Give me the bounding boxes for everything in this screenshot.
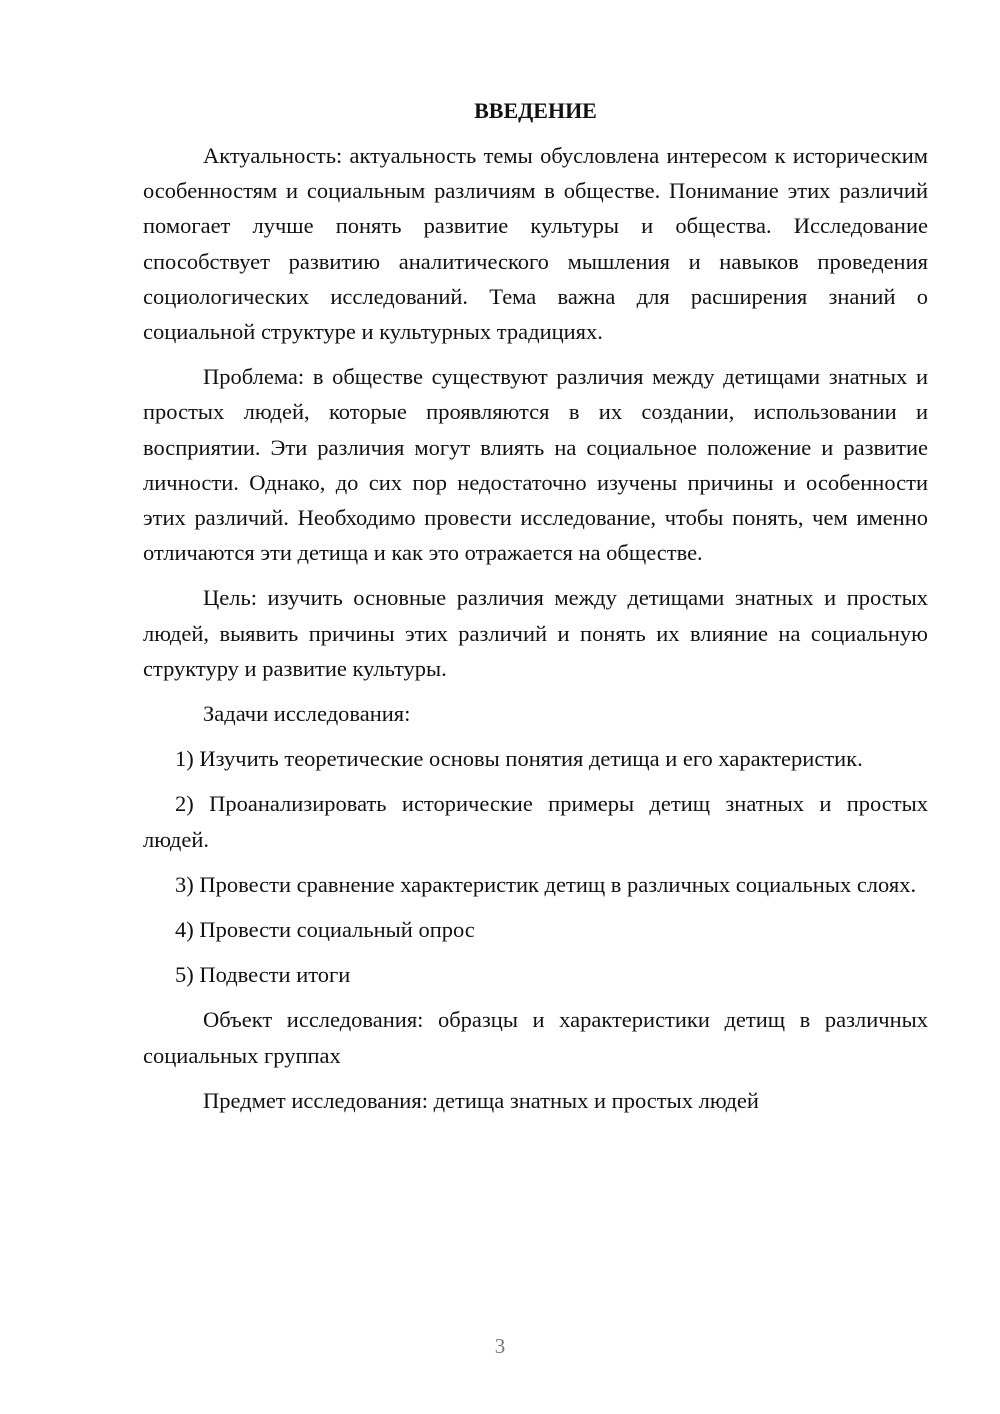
- goal-paragraph: Цель: изучить основные различия между детищами знатных и простых людей, выявить причины этих различий и понять их влияние на социальную структуру и развитие культуры.: [143, 585, 928, 681]
- list-item: 2) Проанализировать исторические примеры детищ знатных и простых людей.: [143, 791, 928, 852]
- page-number: 3: [494, 1334, 506, 1358]
- page-title: ВВЕДЕНИЕ: [474, 98, 597, 123]
- problem-paragraph: Проблема: в обществе существуют различия между детищами знатных и простых людей, которые проявляются в их создании, использовании и восприятии. Эти различия могут влиять на социальное положение и развитие личности. Однако, до сих пор недостаточно изучены причины и особенности этих различий. Необходимо провести исследование, чтобы понять, чем именно отличаются эти детища и как это отражается на обществе.: [143, 364, 928, 566]
- list-item: 5) Подвести итоги: [175, 962, 351, 988]
- object-paragraph: Объект исследования: образцы и характеристики детищ в различных социальных группах: [143, 1007, 928, 1068]
- list-item: 4) Провести социальный опрос: [175, 917, 475, 943]
- relevance-paragraph: Актуальность: актуальность темы обусловлена интересом к историческим особенностям и социальным различиям в обществе. Понимание этих различий помогает лучше понять развитие культуры и общества. Исследование способствует развитию аналитического мышления и навыков проведения социологических исследований. Тема важна для расширения знаний о социальной структуре и культурных традициях.: [143, 143, 928, 345]
- tasks-list: [143, 741, 928, 992]
- tasks-heading: Задачи исследования:: [203, 701, 411, 727]
- list-item: 1) Изучить теоретические основы понятия детища и его характеристик.: [175, 746, 863, 772]
- list-item: 3) Провести сравнение характеристик детищ в различных социальных слоях.: [175, 871, 917, 897]
- page-content: [143, 93, 928, 1118]
- subject-paragraph: Предмет исследования: детища знатных и простых людей: [203, 1087, 759, 1113]
